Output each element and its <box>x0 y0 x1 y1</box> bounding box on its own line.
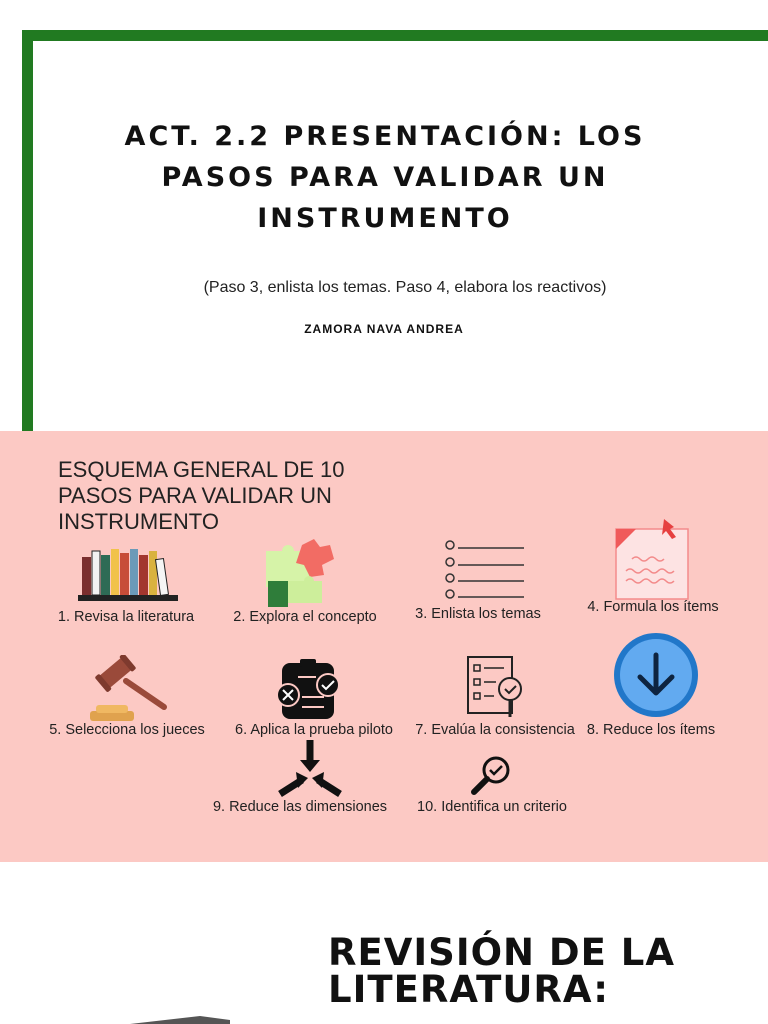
scheme-slide <box>0 431 768 862</box>
step-4 <box>612 517 692 601</box>
step-9-label: 9. Reduce las dimensiones <box>212 799 388 815</box>
step-2 <box>262 537 338 607</box>
scheme-title: ESQUEMA GENERAL DE 10 PASOS PARA VALIDAR UN INSTRUMENTO <box>58 457 345 534</box>
author-name: ZAMORA NAVA ANDREA <box>304 322 464 336</box>
step-10 <box>470 755 512 795</box>
checklist-search-icon <box>466 655 528 719</box>
subtitle: (Paso 3, enlista los temas. Paso 4, elabora los reactivos) <box>203 279 607 296</box>
converging-arrows-icon <box>276 738 344 800</box>
puzzle-icon <box>262 537 338 607</box>
section-title: REVISIÓN DE LA LITERATURA: <box>328 931 675 1011</box>
gavel-icon <box>88 655 168 723</box>
book-icon <box>120 1012 240 1024</box>
step-4-label: 4. Formula los ítems <box>587 599 719 615</box>
step-10-label: 10. Identifica un criterio <box>417 799 567 815</box>
step-6 <box>272 657 344 721</box>
step-1-label: 1. Revisa la literatura <box>57 609 195 625</box>
step-8-label: 8. Reduce los ítems <box>586 722 716 738</box>
magnifier-check-icon <box>470 755 512 795</box>
page-title: ACT. 2.2 PRESENTACIÓN: LOS PASOS PARA VALIDAR UN INSTRUMENTO <box>124 121 646 234</box>
pinned-note-icon <box>612 517 692 601</box>
books-icon <box>76 545 180 603</box>
step-1 <box>76 545 180 603</box>
frame-top-border <box>22 30 768 41</box>
step-7-label: 7. Evalúa la consistencia <box>415 722 575 738</box>
list-icon <box>444 537 528 601</box>
step-7 <box>466 655 528 719</box>
step-2-label: 2. Explora el concepto <box>233 609 377 625</box>
step-3 <box>444 537 528 601</box>
title-slide <box>0 0 768 431</box>
step-5-label: 5. Selecciona los jueces <box>49 722 205 738</box>
literature-slide <box>0 862 768 1024</box>
step-3-label: 3. Enlista los temas <box>415 606 541 622</box>
arrow-down-circle-icon <box>612 631 700 719</box>
step-5 <box>88 655 168 723</box>
clipboard-check-icon <box>272 657 344 721</box>
frame-left-border <box>22 30 33 431</box>
step-9 <box>276 738 344 800</box>
step-6-label: 6. Aplica la prueba piloto <box>235 722 393 738</box>
step-8 <box>612 631 700 719</box>
